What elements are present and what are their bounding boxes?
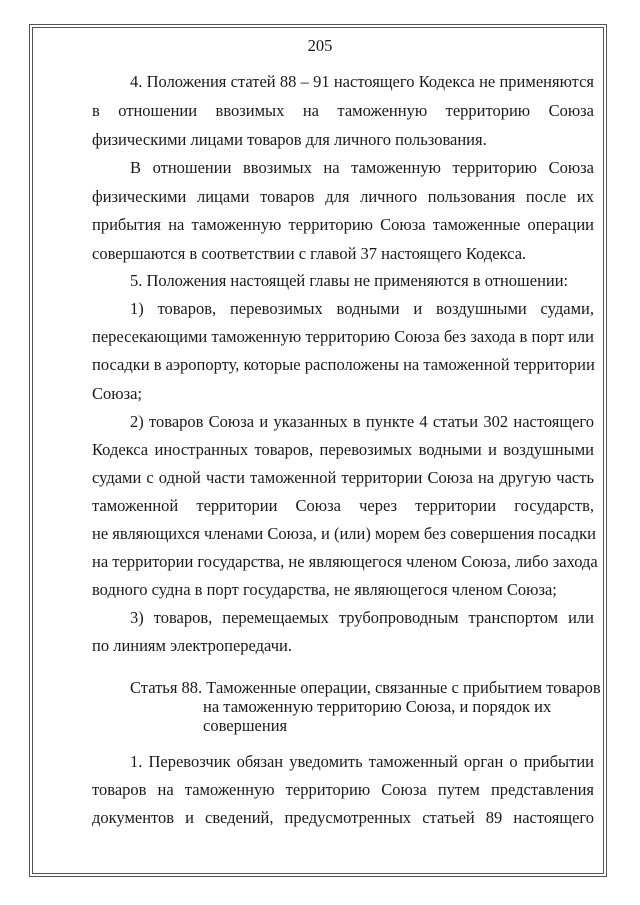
text-line: 1) товаров, перевозимых водными и воздушными судами, — [130, 299, 594, 318]
article-heading-continuation: на таможенную территорию Союза, и порядок их — [203, 697, 552, 716]
text-line: совершаются в соответствии с главой 37 настоящего Кодекса. — [92, 244, 527, 263]
text-line: водного судна в порт государства, не являющегося членом Союза; — [92, 580, 557, 599]
text-line: прибытия на таможенную территорию Союза таможенные операции — [92, 215, 594, 234]
article-heading-continuation: совершения — [203, 716, 288, 735]
text-line: 5. Положения настоящей главы не применяются в отношении: — [130, 271, 569, 290]
text-line: в отношении ввозимых на таможенную территорию Союза — [92, 101, 594, 120]
text-line: физическими лицами товаров для личного пользования. — [92, 130, 487, 149]
page-number: 205 — [307, 36, 333, 55]
article-heading: Статья 88. Таможенные операции, связанные с прибытием товаров — [130, 678, 601, 697]
text-line: Союза; — [92, 384, 143, 403]
text-line: Кодекса иностранных товаров, перевозимых водными и воздушными — [92, 440, 594, 459]
text-line: документов и сведений, предусмотренных статьей 89 настоящего — [92, 808, 594, 827]
text-line: по линиям электропередачи. — [92, 636, 292, 655]
text-line: товаров на таможенную территорию Союза путем представления — [92, 780, 594, 799]
text-line: судами с одной части таможенной территории Союза на другую часть — [92, 468, 594, 487]
text-line: 4. Положения статей 88 – 91 настоящего Кодекса не применяются — [130, 72, 594, 91]
text-line: 1. Перевозчик обязан уведомить таможенный орган о прибытии — [130, 752, 594, 771]
text-line: таможенной территории Союза через территории государств, — [92, 496, 594, 515]
text-line: не являющихся членами Союза, и (или) морем без совершения посадки — [92, 524, 596, 543]
text-line: посадки в аэропорту, которые расположены на таможенной территории — [92, 355, 595, 374]
text-line: физическими лицами товаров для личного пользования после их — [92, 187, 594, 206]
text-line: на территории государства, не являющегося членом Союза, либо захода — [92, 552, 598, 571]
text-line: 2) товаров Союза и указанных в пункте 4 статьи 302 настоящего — [130, 412, 594, 431]
text-line: В отношении ввозимых на таможенную территорию Союза — [130, 158, 594, 177]
text-line: 3) товаров, перемещаемых трубопроводным транспортом или — [130, 608, 594, 627]
text-line: пересекающими таможенную территорию Союза без захода в порт или — [92, 327, 594, 346]
